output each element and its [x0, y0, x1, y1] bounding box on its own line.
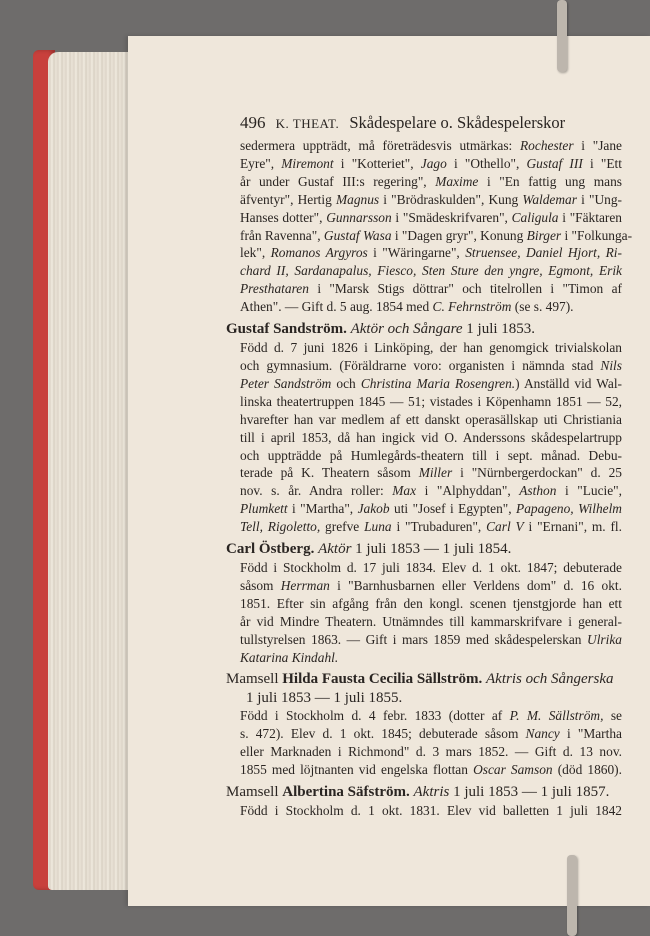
- text-line: [226, 209, 622, 227]
- text-run: ) Anställd vid Wal-: [515, 375, 622, 391]
- text-line: [226, 155, 622, 173]
- text-run: terade på K. Theatern såsom: [240, 465, 419, 481]
- text-line: [226, 447, 622, 465]
- text-run: 1 juli 1853 — 1 juli 1857.: [449, 784, 610, 801]
- text-line: [226, 357, 622, 375]
- page-number: 496: [240, 113, 266, 132]
- text-run: i "Trubaduren",: [391, 519, 487, 535]
- text-run: uti "Josef i Egypten",: [389, 501, 517, 517]
- text-run: Mamsell: [226, 671, 283, 688]
- text-run: i "Fäktaren: [558, 209, 623, 225]
- text-run: se: [603, 708, 622, 724]
- text-run: 1851. Efter sin afgång från den kongl. scenen tjenstgjorde han ett: [240, 595, 622, 611]
- italic-run: Nancy: [525, 726, 560, 742]
- italic-run: Magnus: [335, 191, 380, 207]
- text-run: Eyre",: [240, 155, 282, 171]
- text-run: i "Marsk Stigs döttrar" och titelrollen i "Timon af: [308, 281, 622, 297]
- italic-run: Struensee, Daniel Hjort, Ri-: [465, 245, 622, 261]
- italic-run: Romanos Argyros: [270, 245, 368, 261]
- italic-run: Oscar Samson: [473, 762, 553, 778]
- text-run: grefve: [320, 519, 365, 535]
- italic-run: Katarina Kindahl.: [240, 649, 339, 665]
- italic-run: Christina Maria Rosengren.: [360, 375, 516, 391]
- text-run: i "Brödraskulden", Kung: [379, 191, 523, 207]
- italic-run: Gustaf Wasa: [323, 227, 392, 243]
- text-run: i "Ernani", m. fl.: [523, 519, 622, 535]
- italic-run: Tell, Rigoletto,: [240, 519, 321, 535]
- text-run: och gymnasium. (Föräldrarne voro: organisten i nämnda stad: [240, 357, 601, 373]
- text-run: i "Folkunga-: [561, 227, 633, 243]
- text-line: [226, 631, 622, 649]
- text-line: [226, 518, 622, 536]
- italic-run: Aktör: [318, 541, 352, 558]
- page-clip-top: [557, 0, 567, 72]
- name-bold: Gustaf Sandström.: [226, 321, 347, 338]
- text-run: år vid Mindre Theatern. Utnämndes till kammarskrifvare i general-: [240, 613, 622, 629]
- text-line: [226, 411, 622, 429]
- text-line: [226, 393, 622, 411]
- italic-run: Max: [392, 483, 417, 499]
- header-title: Skådespelare o. Skådespelerskor: [349, 113, 566, 132]
- text-line: [226, 339, 622, 357]
- text-run: i "Alphyddan",: [416, 483, 520, 499]
- entry-heading: [226, 320, 622, 339]
- text-run: i "Lucie",: [556, 483, 622, 499]
- text-line: [226, 429, 622, 447]
- entry-heading: [226, 670, 622, 689]
- text-line: [226, 482, 622, 500]
- text-run: Född i Stockholm d. 4 febr. 1833 (dotter af: [240, 708, 510, 724]
- italic-run: Waldemar: [522, 191, 577, 207]
- entry-heading: [226, 783, 622, 802]
- text-run: nov. s. år. Andra roller:: [240, 483, 393, 499]
- italic-run: Peter Sandström: [240, 375, 332, 391]
- text-run: i "Kotteriet",: [333, 155, 421, 171]
- text-line: [226, 500, 622, 518]
- text-run: 1 juli 1853.: [462, 321, 536, 338]
- text-run: Född i Stockholm d. 1 okt. 1831. Elev vid balletten 1 juli 1842: [240, 803, 622, 819]
- text-run: (död 1860).: [552, 762, 622, 778]
- running-header: [226, 112, 622, 135]
- text-run: Athen". — Gift d. 5 aug. 1854 med: [240, 299, 433, 315]
- text-run: Mamsell: [226, 784, 283, 801]
- page-edges: [48, 52, 132, 890]
- italic-run: Miller: [418, 465, 453, 481]
- text-run: i "Othello",: [446, 155, 527, 171]
- name-bold: Carl Östberg.: [226, 541, 315, 558]
- text-run: i "Barnhusbarnen eller Verldens dom" d. 16 okt.: [329, 577, 622, 593]
- italic-run: Presthataren: [240, 281, 309, 297]
- italic-run: Gustaf III: [526, 155, 583, 171]
- text-line: [226, 137, 622, 155]
- text-run: sedermera uppträdt, må företrädesvis utmärkas:: [240, 138, 520, 153]
- text-run: såsom: [240, 577, 281, 593]
- italic-run: Aktris: [413, 784, 450, 801]
- italic-run: Plumkett: [240, 501, 288, 517]
- entry-heading: [226, 540, 622, 559]
- italic-run: Luna: [364, 519, 392, 535]
- text-run: linska theatertruppen 1845 — 51; vistades i Köpenhamn 1851 — 52,: [240, 393, 622, 409]
- text-line: [226, 649, 622, 667]
- text-line: [226, 559, 622, 577]
- section-label: K. THEAT.: [275, 116, 340, 131]
- italic-run: Papageno, Wilhelm: [516, 501, 622, 517]
- text-run: i "Martha",: [287, 501, 358, 517]
- text-run: 1855 med löjtnanten vid engelska flottan: [240, 762, 474, 778]
- text-run: i "Dagen gryr", Konung: [391, 227, 527, 243]
- italic-run: Maxime: [435, 173, 479, 189]
- text-line: [226, 173, 622, 191]
- text-run: Hanses dotter",: [240, 209, 327, 225]
- italic-run: Aktris och Sångerska: [486, 671, 614, 688]
- italic-run: Gunnarsson: [326, 209, 392, 225]
- text-run: i "Wäringarne",: [367, 245, 466, 261]
- text-line: [226, 707, 622, 725]
- text-run: i "Ung-: [576, 191, 622, 207]
- text-run: lek",: [240, 245, 271, 261]
- text-run: i "Martha: [559, 726, 622, 742]
- text-line: [226, 244, 622, 262]
- text-run: hvarefter han var medlem af ett danskt operasällskap uti Christiania: [240, 411, 622, 427]
- italic-run: Jago: [420, 155, 447, 171]
- text-run: från Ravenna",: [240, 227, 324, 243]
- text-run: 1 juli 1853 — 1 juli 1854.: [351, 541, 512, 558]
- text-run: i "Jane: [573, 138, 622, 153]
- name-bold: Hilda Fausta Cecilia Sällström.: [282, 671, 483, 688]
- text-line: [226, 613, 622, 631]
- text-run: till i april 1853, då han ingick vid O. Anderssons skådespelartrupp: [240, 429, 622, 445]
- page-text: [226, 112, 633, 820]
- text-line: [226, 761, 622, 779]
- text-line: [226, 375, 622, 393]
- text-run: i "Ett: [582, 155, 622, 171]
- text-run: i "Nürnbergerdockan" d. 25: [452, 465, 622, 481]
- italic-run: chard II, Sardanapalus, Fiesco, Sten Sture den yngre, Egmont, Erik: [240, 263, 622, 279]
- italic-run: Aktör och Sångare: [350, 321, 463, 338]
- text-line: [226, 227, 633, 245]
- text-line: [226, 191, 622, 209]
- text-run: Född i Stockholm d. 17 juli 1834. Elev d. 1 okt. 1847; debuterade: [240, 560, 622, 576]
- body-text: [226, 137, 633, 820]
- text-run: Född d. 7 juni 1826 i Linköping, der han genomgick trivialskolan: [240, 340, 622, 356]
- text-run: i "En fattig ung mans: [478, 173, 622, 189]
- italic-run: Caligula: [511, 209, 559, 225]
- page-clip-bottom: [567, 855, 577, 936]
- text-run: och: [331, 375, 361, 391]
- italic-run: Herrman: [280, 577, 330, 593]
- italic-run: Nils: [600, 357, 622, 373]
- text-run: och uppträdde på Humlegårds-theatern till i sept. månad. Debu-: [240, 447, 622, 463]
- italic-run: Birger: [526, 227, 562, 243]
- italic-run: Jakob: [357, 501, 390, 517]
- italic-run: Carl V: [486, 519, 524, 535]
- text-run: tullstyrelsen 1863. — Gift i mars 1859 med skådespelerskan: [240, 631, 588, 647]
- text-run: eller Marknaden i Richmond" d. 3 mars 1852. — Gift d. 13 nov.: [240, 744, 622, 760]
- text-run: i "Smädeskrifvaren",: [391, 209, 512, 225]
- text-line: [226, 280, 622, 298]
- text-line: [226, 689, 622, 707]
- italic-run: C. Fehrnström: [432, 299, 512, 315]
- text-line: [226, 595, 622, 613]
- text-run: (se s. 497).: [511, 299, 574, 315]
- text-line: [226, 262, 622, 280]
- text-run: äfventyr", Hertig: [240, 191, 336, 207]
- text-line: [226, 464, 622, 482]
- text-line: [226, 802, 622, 820]
- italic-run: Ulrika: [587, 631, 622, 647]
- text-line: [226, 577, 622, 595]
- text-line: [226, 743, 622, 761]
- text-line: [226, 298, 622, 316]
- italic-run: P. M. Sällström,: [509, 708, 604, 724]
- text-run: 1 juli 1853 — 1 juli 1855.: [246, 690, 403, 707]
- text-run: år under Gustaf III:s regering",: [240, 173, 436, 189]
- text-line: [226, 725, 622, 743]
- italic-run: Asthon: [519, 483, 557, 499]
- italic-run: Rochester: [520, 138, 574, 153]
- text-run: s. 472). Elev d. 1 okt. 1845; debuterade såsom: [240, 726, 526, 742]
- italic-run: Miremont: [281, 155, 334, 171]
- name-bold: Albertina Säfström.: [282, 784, 410, 801]
